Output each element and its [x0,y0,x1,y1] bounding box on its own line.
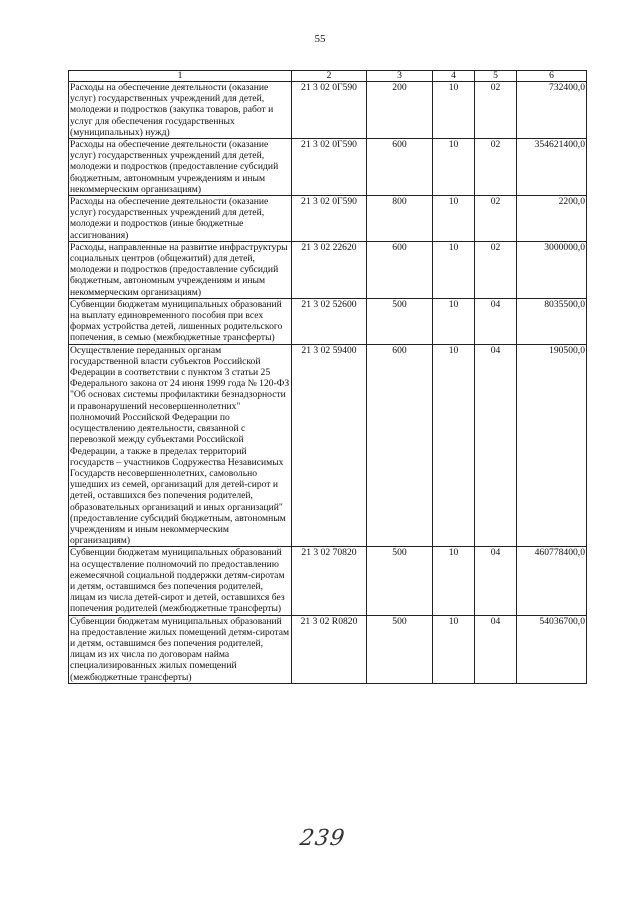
column-header-4: 4 [433,71,475,82]
table-row [69,196,587,242]
budget-classification-code: 21 3 02 22620 [292,241,367,298]
expense-type-code: 600 [367,344,433,547]
section-code: 10 [433,139,475,196]
amount: 460778400,0 [517,547,587,615]
section-code: 10 [433,241,475,298]
expense-type-code: 600 [367,241,433,298]
subsection-code: 02 [475,82,517,139]
column-header-1: 1 [69,71,292,82]
subsection-code: 04 [475,298,517,344]
subsection-code: 02 [475,139,517,196]
subsection-code: 04 [475,344,517,547]
section-code: 10 [433,344,475,547]
amount: 8035500,0 [517,298,587,344]
amount: 54036700,0 [517,615,587,683]
expense-description: Субвенции бюджетам муниципальных образований на выплату единовременного пособия при всех формах устройства детей, лишенных родительского попечения, в семью (межбюджетные трансферты) [69,298,292,344]
expense-description: Субвенции бюджетам муниципальных образований на предоставление жилых помещений детям-сиротам и детям, оставшимся без попечения родителей, лицам из их числа по договорам найма специализированных жилых помещений (межбюджетные трансферты) [69,615,292,683]
amount: 190500,0 [517,344,587,547]
section-code: 10 [433,547,475,615]
budget-classification-code: 21 3 02 R0820 [292,615,367,683]
expense-description: Субвенции бюджетам муниципальных образований на осуществление полномочий по предоставлению ежемесячной социальной поддержки детям-сиротам и детям, оставшимся без попечения родителей, лицам из числа детей-сирот и детей, оставшихся без попечения родителей (межбюджетные трансферты) [69,547,292,615]
expense-type-code: 500 [367,547,433,615]
budget-table [68,70,587,684]
column-header-6: 6 [517,71,587,82]
page-number: 55 [314,33,326,45]
subsection-code: 02 [475,196,517,242]
expense-description: Расходы на обеспечение деятельности (оказание услуг) государственных учреждений для детей, молодежи и подростков (иные бюджетные ассигнования) [69,196,292,242]
table-row [69,298,587,344]
expense-description: Расходы, направленные на развитие инфраструктуры социальных центров (общежитий) для детей, молодежи и подростков (предоставление субсидий бюджетным, автономным учреждениям и иным некоммерческим организациям) [69,241,292,298]
subsection-code: 02 [475,241,517,298]
amount: 732400,0 [517,82,587,139]
expense-description: Осуществление переданных органам государственной власти субъектов Российской Федерации в соответствии с пунктом 3 статьи 25 Федерального закона от 24 июня 1999 года № 120-ФЗ "Об основах системы профилактики безнадзорности и правонарушений несовершеннолетних" полномочий Российской Федерации по осуществлению деятельности, связанной с перевозкой между субъектами Российской Федерации, а также в пределах территорий государств – участников Содружества Независимых Государств несовершеннолетних, самовольно ушедших из семей, организаций для детей-сирот и детей, оставшихся без попечения родителей, образовательных организаций и иных организаций" (предоставление субсидий бюджетным, автономным учреждениям и иным некоммерческим организациям) [69,344,292,547]
expense-type-code: 800 [367,196,433,242]
expense-type-code: 500 [367,615,433,683]
expense-type-code: 200 [367,82,433,139]
expense-description: Расходы на обеспечение деятельности (оказание услуг) государственных учреждений для детей, молодежи и подростков (предоставление субсидий бюджетным, автономным учреждениям и иным некоммерческим организациям) [69,139,292,196]
budget-classification-code: 21 3 02 59400 [292,344,367,547]
budget-classification-code: 21 3 02 0Г590 [292,139,367,196]
budget-classification-code: 21 3 02 0Г590 [292,196,367,242]
expense-type-code: 500 [367,298,433,344]
section-code: 10 [433,298,475,344]
table-row [69,615,587,683]
expense-description: Расходы на обеспечение деятельности (оказание услуг) государственных учреждений для детей, молодежи и подростков (закупка товаров, работ и услуг для обеспечения государственных (муниципальных) нужд) [69,82,292,139]
subsection-code: 04 [475,615,517,683]
amount: 3000000,0 [517,241,587,298]
budget-classification-code: 21 3 02 0Г590 [292,82,367,139]
budget-classification-code: 21 3 02 52600 [292,298,367,344]
column-header-2: 2 [292,71,367,82]
section-code: 10 [433,615,475,683]
budget-classification-code: 21 3 02 70820 [292,547,367,615]
section-code: 10 [433,196,475,242]
table-row [69,547,587,615]
handwritten-page-number: 239 [298,826,347,851]
section-code: 10 [433,82,475,139]
column-number-row [69,71,587,82]
table-row [69,82,587,139]
subsection-code: 04 [475,547,517,615]
expense-type-code: 600 [367,139,433,196]
amount: 2200,0 [517,196,587,242]
amount: 354621400,0 [517,139,587,196]
column-header-5: 5 [475,71,517,82]
column-header-3: 3 [367,71,433,82]
table-row [69,241,587,298]
table-row [69,139,587,196]
table-row [69,344,587,547]
